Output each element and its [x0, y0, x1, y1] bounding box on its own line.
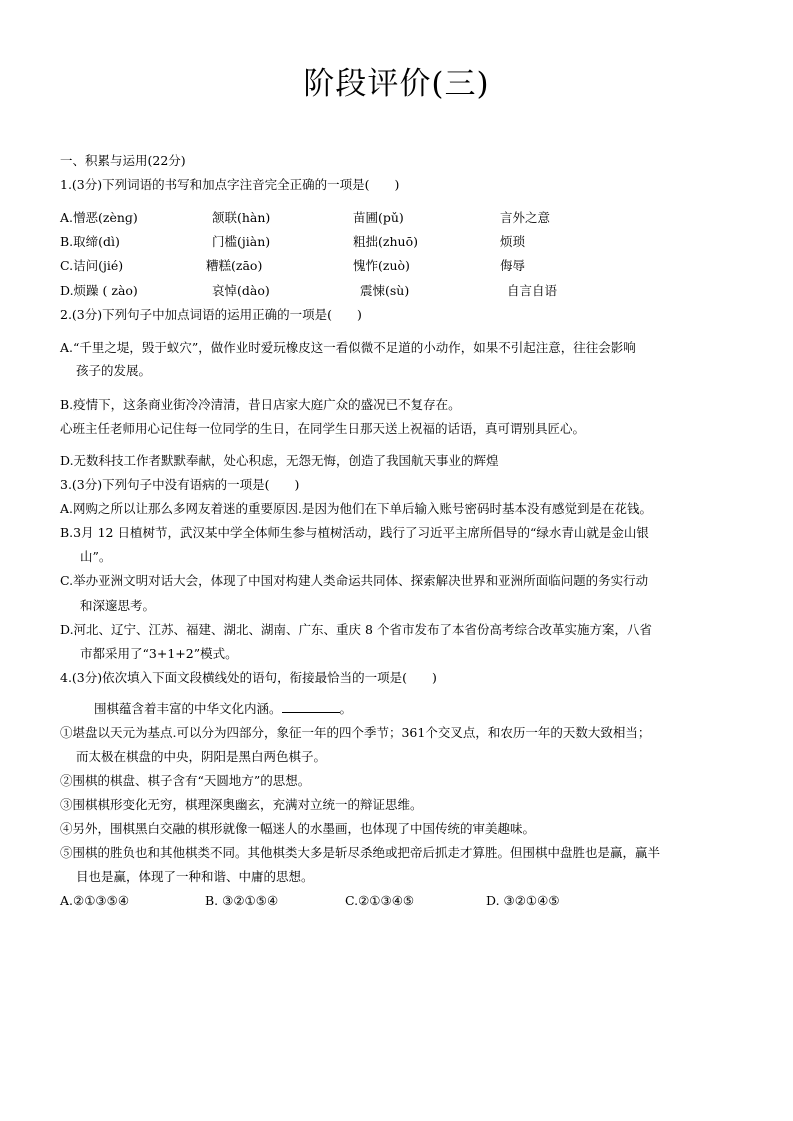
- q4-passage-lead: [94, 700, 352, 718]
- q1-option-a-word4: 言外之意: [500, 210, 551, 225]
- q3-option-b-continued: 山”。: [80, 549, 112, 564]
- question-1-stem: 1.(3分)下列词语的书写和加点字注音完全正确的一项是( ): [60, 177, 400, 192]
- q3-option-a: A.网购之所以让那么多网友着迷的重要原因.是因为他们在下单后输入账号密码时基本没有感觉到是在花钱。: [60, 501, 652, 516]
- q1-option-b-word4: 烦琐: [500, 234, 526, 249]
- q2-option-b: B.疫情下，这条商业街冷冷清清，昔日店家大庭广众的盛况已不复存在。: [60, 397, 461, 412]
- q2-option-c: 心班主任老师用心记住每一位同学的生日，在同学生日那天送上祝福的话语，真可谓别具匠心。: [60, 421, 586, 436]
- q3-option-c: C.举办亚洲文明对话大会，体现了中国对构建人类命运共同体、探索解决世界和亚洲所面临问题的务实行动: [60, 573, 649, 588]
- q1-option-d-word3: 震悚(sù): [360, 283, 410, 298]
- q4-sentence-3: ③围棋棋形变化无穷，棋理深奥幽玄，充满对立统一的辩证思维。: [60, 797, 423, 812]
- section-heading: 一、积累与运用(22分): [60, 153, 186, 168]
- q4-sentence-1-continued: 而太极在棋盘的中央，阴阳是黑白两色棋子。: [76, 749, 327, 764]
- q3-option-b: B.3月 12 日植树节，武汉某中学全体师生参与植树活动，践行了习近平主席所倡导的“绿水青山就是金山银: [60, 525, 649, 540]
- q4-sentence-1: ①堪盘以天元为基点.可以分为四部分，象征一年的四个季节；361个交叉点，和农历一年的天数大致相当；: [60, 725, 651, 740]
- q2-option-a-continued: 孩子的发展。: [76, 363, 152, 378]
- q1-option-b-word2: 门槛(jiàn): [212, 234, 271, 249]
- q1-option-b-word1: B.取缔(dì): [60, 234, 120, 249]
- q1-option-a-word1: A.憎恶(zènɡ): [60, 210, 138, 225]
- question-2-stem: 2.(3分)下列句子中加点词语的运用正确的一项是( ): [60, 307, 362, 322]
- q4-sentence-4: ④另外，围棋黑白交融的棋形就像一幅迷人的水墨画，也体现了中国传统的审美趣味。: [60, 821, 536, 836]
- q1-option-a-word2: 颔联(hàn): [212, 210, 271, 225]
- q4-option-d: D. ③②①④⑤: [486, 893, 560, 908]
- q3-option-c-continued: 和深邃思考。: [80, 598, 156, 613]
- q1-option-c-word1: C.诘问(jié): [60, 258, 124, 273]
- q1-option-a-word3: 苗圃(pǔ): [353, 210, 404, 225]
- q1-option-d-word4: 自言自语: [507, 283, 558, 298]
- q2-option-d: D.无数科技工作者默默奉献，处心积虑，无怨无悔，创造了我国航天事业的辉煌: [60, 453, 499, 468]
- q4-option-a: A.②①③⑤④: [60, 893, 130, 908]
- question-4-stem: 4.(3分)依次填入下面文段横线处的语句，衔接最恰当的一项是( ): [60, 670, 437, 685]
- q4-sentence-5: ⑤围棋的胜负也和其他棋类不同。其他棋类大多是斩尽杀绝或把帝后抓走才算胜。但围棋中盘胜也是赢，赢半: [60, 845, 661, 860]
- q4-sentence-5-continued: 目也是赢，体现了一种和谐、中庸的思想。: [76, 869, 314, 884]
- fill-in-blank: [282, 700, 340, 713]
- q4-sentence-2: ②围棋的棋盘、棋子含有“天圆地方”的思想。: [60, 773, 311, 788]
- q1-option-d-word2: 哀悼(dào): [212, 283, 270, 298]
- q4-lead-end: 。: [339, 701, 353, 716]
- q4-option-b: B. ③②①⑤④: [205, 893, 279, 908]
- q4-lead-text: 围棋蕴含着丰富的中华文化内涵。: [94, 701, 282, 716]
- q1-option-c-word2: 糟糕(zāo): [206, 258, 263, 273]
- q3-option-d-continued: 市都采用了“3+1+2”模式。: [80, 646, 238, 661]
- page-title: 阶段评价(三): [303, 66, 490, 102]
- q1-option-b-word3: 粗拙(zhuō): [353, 234, 418, 249]
- q2-option-a: A.“千里之堤，毁于蚁穴”，做作业时爱玩橡皮这一看似微不足道的小动作，如果不引起注意，往往会影响: [60, 340, 636, 355]
- q1-option-d-word1: D.烦躁 ( zào): [60, 283, 138, 298]
- q1-option-c-word3: 愧怍(zuò): [353, 258, 410, 273]
- q4-option-c: C.②①③④⑤: [345, 893, 415, 908]
- q1-option-c-word4: 侮辱: [500, 258, 526, 273]
- question-3-stem: 3.(3分)下列句子中没有语病的一项是( ): [60, 477, 300, 492]
- q3-option-d: D.河北、辽宁、江苏、福建、湖北、湖南、广东、重庆 8 个省市发布了本省份高考综合改革实施方案，八省: [60, 622, 652, 637]
